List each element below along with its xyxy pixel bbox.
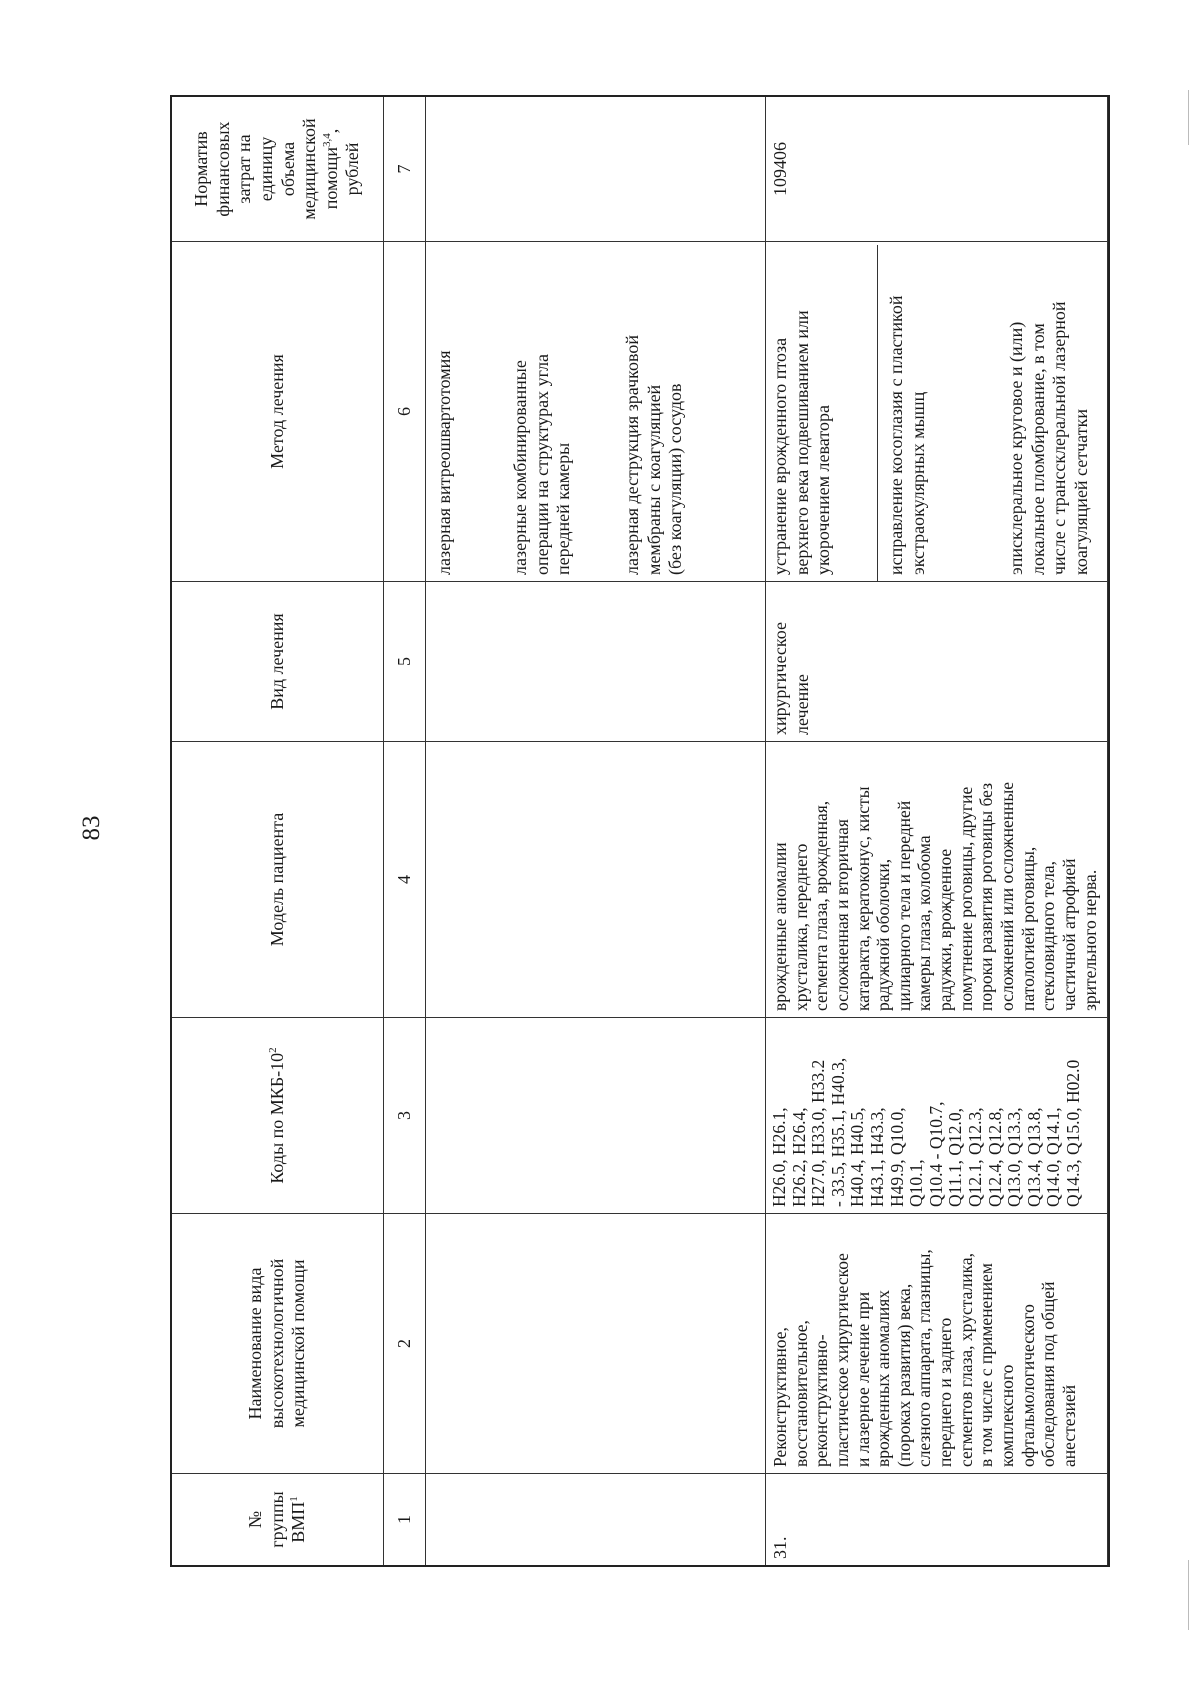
method-text: лазерные комбинированные операции на структурах угла передней камеры [510,353,574,575]
header-norm-tail: , рублей [320,128,363,196]
page-number: 83 [78,815,105,841]
column-number: 1 [384,1473,426,1565]
header-kind: Вид лечения [172,581,384,741]
column-number: 3 [384,1017,426,1213]
continuation-cell-codes [426,1017,766,1213]
continuation-cell-name [426,1213,766,1473]
method-text: лазерная витреошвартотомия [434,350,454,575]
column-number: 4 [384,741,426,1017]
header-codes-label: Коды по МКБ-10 [266,1052,287,1184]
header-method: Метод лечения [172,241,384,581]
row-31-name: Реконструктивное, восстановительное, реконструктивно- пластическое хирургическое и лазерное лечение при врожденных аномалиях (пороках развития) века, слезного аппарата, глазницы, переднего и заднего сегментов глаза, хрусталика, в том числе с применением комплексного офтальмологического обследования под общей анестезией [766,1213,1108,1473]
continuation-cell-kind [426,581,766,741]
column-number: 7 [384,97,426,241]
header-norm-footnote: 3,4 [320,133,333,148]
column-number: 5 [384,581,426,741]
header-norm-label: Норматив финансовых затрат на единицу объема медицинской помощи [191,118,341,220]
services-table-frame [170,95,1110,1567]
row-31-codes: H26.0, H26.1, H26.2, H26.4, H27.0, H33.0, H33.2 - 33.5, H35.1, H40.3, H40.4, H40.5, H43.1, H43.3, H49.9, Q10.0, Q10.1, Q10.4 - Q10.7, Q11.1, Q12.0, Q12.1, Q12.3, Q12.4, Q12.8, Q13.0, Q13.3, Q13.4, Q13.8, Q14.0, Q14.1, Q14.3, Q15.0, H02.0 [766,1017,1108,1213]
column-number: 2 [384,1213,426,1473]
method-text: эписклеральное круговое и (или) локальное пломбирование, в том числе с транссклеральной лазерной коагуляцией сетчатки [1006,301,1091,575]
method-text: исправление косоглазия с пластикой экстраокулярных мышц [886,295,928,575]
method-text: устранение врожденного птоза верхнего века подвешиванием или укорочением леватора [766,245,878,581]
scan-edge-mark [1188,1560,1189,1630]
continuation-cell-method [426,241,766,581]
continuation-cell-norm [426,97,766,241]
row-31-group: 31. [766,1473,1108,1565]
header-norm [172,97,384,241]
method-text: лазерная деструкция зрачковой мембраны с коагуляцией (без коагуляции) сосудов [622,335,686,575]
continuation-cell-group [426,1473,766,1565]
column-number: 6 [384,241,426,581]
continuation-cell-model [426,741,766,1017]
header-codes [172,1017,384,1213]
row-31-norm: 109406 [766,97,1108,241]
header-group-label: № группы ВМП [245,1491,309,1548]
header-group-footnote: 1 [288,1496,301,1502]
row-31-kind: хирургическое лечение [766,581,1108,741]
header-group [172,1473,384,1565]
services-table [170,95,1110,1567]
row-31-methods [766,241,1108,581]
scan-edge-mark [1188,90,1189,145]
header-name: Наименование вида высокотехнологичной медицинской помощи [172,1213,384,1473]
row-31-model: врожденные аномалии хрусталика, переднего сегмента глаза, врожденная, осложненная и вторичная катаракта, кератоконус, кисты радужной оболочки, цилиарного тела и передней камеры глаза, колобома радужки, врожденное помутнение роговицы, другие пороки развития роговицы без осложнений или осложненные патологией роговицы, стекловидного тела, частичной атрофией зрительного нерва. [766,741,1108,1017]
header-model: Модель пациента [172,741,384,1017]
header-codes-footnote: 2 [266,1047,279,1053]
